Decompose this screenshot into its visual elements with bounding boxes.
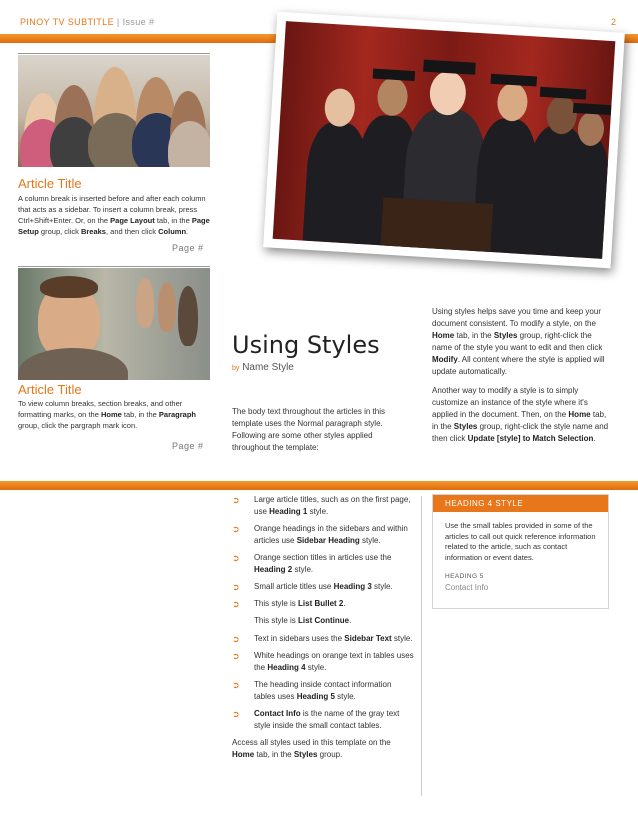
sidebar-rule-middle — [18, 266, 210, 267]
style-bullet-list — [232, 494, 414, 761]
arrow-bullet-icon: ➲ — [232, 709, 240, 719]
sidebar-article-title-2: Article Title — [18, 382, 82, 397]
list-item: ➲ Orange headings in the sidebars and within articles use Sidebar Heading style. — [232, 524, 408, 545]
graduation-photo-frame — [263, 12, 625, 269]
byline — [232, 362, 294, 373]
list-item: ➲ Text in sidebars uses the Sidebar Text style. — [232, 634, 413, 644]
styles-paragraph: Another way to modify a style is to simply customize an instance of the style where it's applied in the document. Then, on the Home tab, in the Styles group, right-click the style name and then click Update [style] to Match Selection. — [432, 386, 609, 443]
sidebar-article-body-1: A column break is inserted before and after each column that acts as a sidebar. To insert a column break, press Ctrl+Shift+Enter. Or, on the Page Layout tab, in the Page Setup group, click Breaks, and then click Column. — [18, 194, 210, 236]
young-man-photo — [18, 268, 210, 380]
sidebar-article-title-1: Article Title — [18, 176, 82, 191]
list-item: ➲ Large article titles, such as on the first page, use Heading 1 style. — [232, 495, 411, 516]
list-item: ➲ White headings on orange text in tables uses the Heading 4 style. — [232, 651, 414, 672]
arrow-bullet-icon: ➲ — [232, 553, 240, 563]
middle-orange-bar — [0, 481, 638, 490]
list-item: ➲ The heading inside contact information tables uses Heading 5 style. — [232, 680, 392, 701]
list-item: ➲ Orange section titles in articles use the Heading 2 style. — [232, 553, 392, 574]
callout-contact-info: Contact Info — [445, 582, 489, 592]
callout-body-text: Use the small tables provided in some of the articles to call out quick reference information related to the article, such as contact information or event dates. — [445, 521, 596, 562]
sidebar-article-body-2: To view column breaks, section breaks, and other formatting marks, on the Home tab, in the Paragraph group, click the pargraph mark icon. — [18, 399, 197, 430]
arrow-bullet-icon: ➲ — [232, 582, 240, 592]
newsletter-name: PINOY TV SUBTITLE — [20, 17, 114, 27]
issue-number: Issue # — [122, 17, 155, 27]
arrow-bullet-icon: ➲ — [232, 651, 240, 661]
main-article-title: Using Styles — [232, 331, 380, 359]
sidebar-page-ref-1: Page # — [172, 243, 204, 253]
list-item: ➲ Contact Info is the name of the gray text style inside the small contact tables. — [232, 709, 400, 730]
callout-heading-5: HEADING 5 — [445, 573, 484, 580]
arrow-bullet-icon: ➲ — [232, 599, 240, 609]
sidebar-page-ref-2: Page # — [172, 441, 204, 451]
list-continue-line: This style is List Continue. — [254, 616, 352, 625]
arrow-bullet-icon: ➲ — [232, 634, 240, 644]
byline-by: by — [232, 365, 240, 372]
column-divider — [421, 496, 422, 796]
closing-paragraph: Access all styles used in this template on the Home tab, in the Styles group. — [232, 738, 391, 759]
intro-paragraph: The body text throughout the articles in this template uses the Normal paragraph style. Following are some other styles applied throughout the template: — [232, 407, 385, 452]
newsletter-title — [20, 17, 154, 27]
page-number: 2 — [610, 17, 616, 27]
byline-author: Name Style — [242, 362, 294, 373]
callout-box — [432, 494, 609, 609]
callout-heading: HEADING 4 STYLE — [433, 495, 608, 512]
list-item: ➲ This style is List Bullet 2. — [232, 599, 346, 609]
styles-paragraph: Using styles helps save you time and keep your document consistent. To modify a style, on the Home tab, in the Styles group, right-click the name of the style you want to edit and then click Modify. All content where the style is applied will update automatically. — [432, 307, 605, 376]
graduation-photo — [273, 21, 616, 259]
arrow-bullet-icon: ➲ — [232, 495, 240, 505]
arrow-bullet-icon: ➲ — [232, 524, 240, 534]
sidebar-rule-top — [18, 53, 210, 54]
arrow-bullet-icon: ➲ — [232, 680, 240, 690]
friends-group-photo — [18, 55, 210, 167]
list-item: ➲ Small article titles use Heading 3 style. — [232, 582, 393, 592]
header-separator: | — [116, 17, 120, 27]
styles-column — [432, 306, 612, 452]
